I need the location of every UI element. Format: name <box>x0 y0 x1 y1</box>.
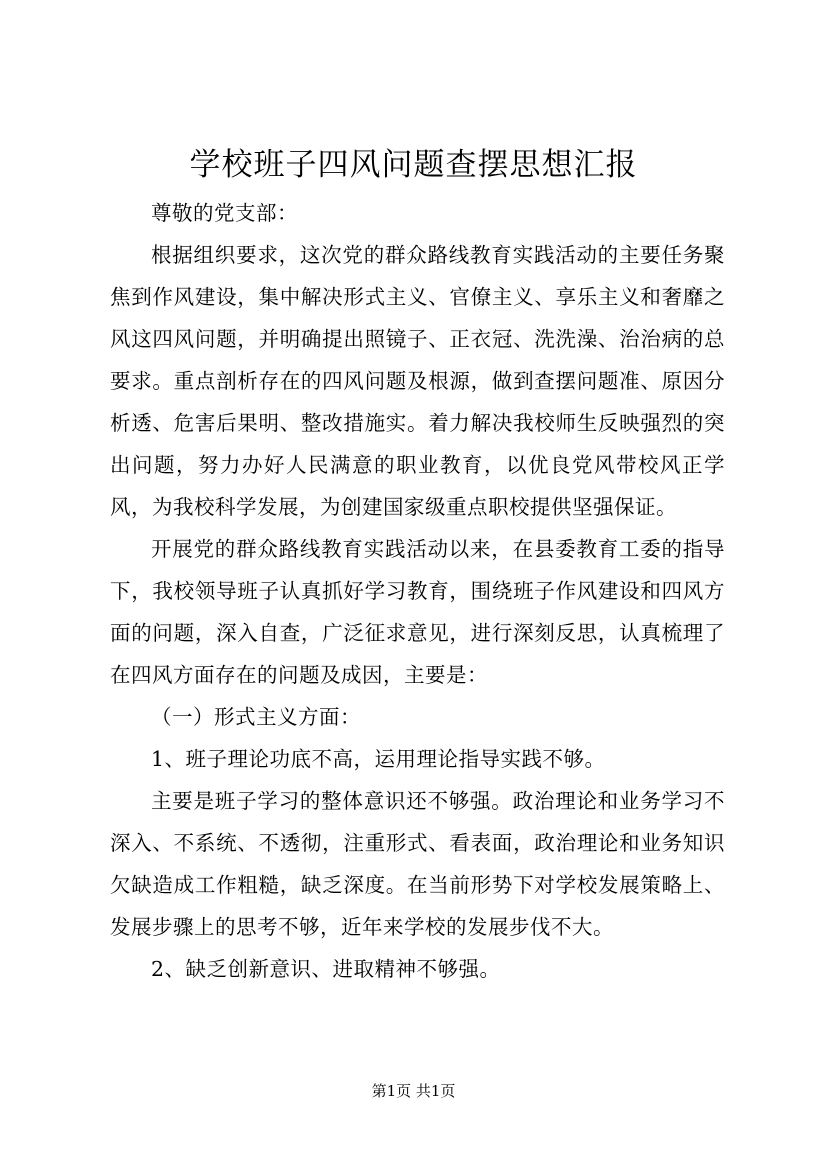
paragraph-item-1-detail: 主要是班子学习的整体意识还不够强。政治理论和业务学习不深入、不系统、不透彻，注重形式、看表面，政治理论和业务知识欠缺造成工作粗糙，缺乏深度。在当前形势下对学校发展策略上、发展步骤上的思考不够，近年来学校的发展步伐不大。 <box>110 789 725 939</box>
paragraph-overview: 开展党的群众路线教育实践活动以来，在县委教育工委的指导下，我校领导班子认真抓好学习教育，围绕班子作风建设和四风方面的问题，深入自查，广泛征求意见，进行深刻反思，认真梳理了在四风方面存在的问题及成因，主要是： <box>110 537 725 687</box>
document-body <box>110 192 725 990</box>
document-title: 学校班子四风问题查摆思想汇报 <box>189 147 638 183</box>
section-heading: （一）形式主义方面： <box>151 705 361 729</box>
page-footer: 第1页 共1页 <box>371 1082 456 1100</box>
salutation: 尊敬的党支部： <box>151 201 298 225</box>
item-heading-1: 1、班子理论功底不高，运用理论指导实践不够。 <box>151 747 606 771</box>
paragraph-intro: 根据组织要求，这次党的群众路线教育实践活动的主要任务聚焦到作风建设，集中解决形式主义、官僚主义、享乐主义和奢靡之风这四风问题，并明确提出照镜子、正衣冠、洗洗澡、治治病的总要求。重点剖析存在的四风问题及根源，做到查摆问题准、原因分析透、危害后果明、整改措施实。着力解决我校师生反映强烈的突出问题，努力办好人民满意的职业教育，以优良党风带校风正学风，为我校科学发展，为创建国家级重点职校提供坚强保证。 <box>110 243 725 519</box>
item-heading-2: 2、缺乏创新意识、进取精神不够强。 <box>151 957 501 981</box>
